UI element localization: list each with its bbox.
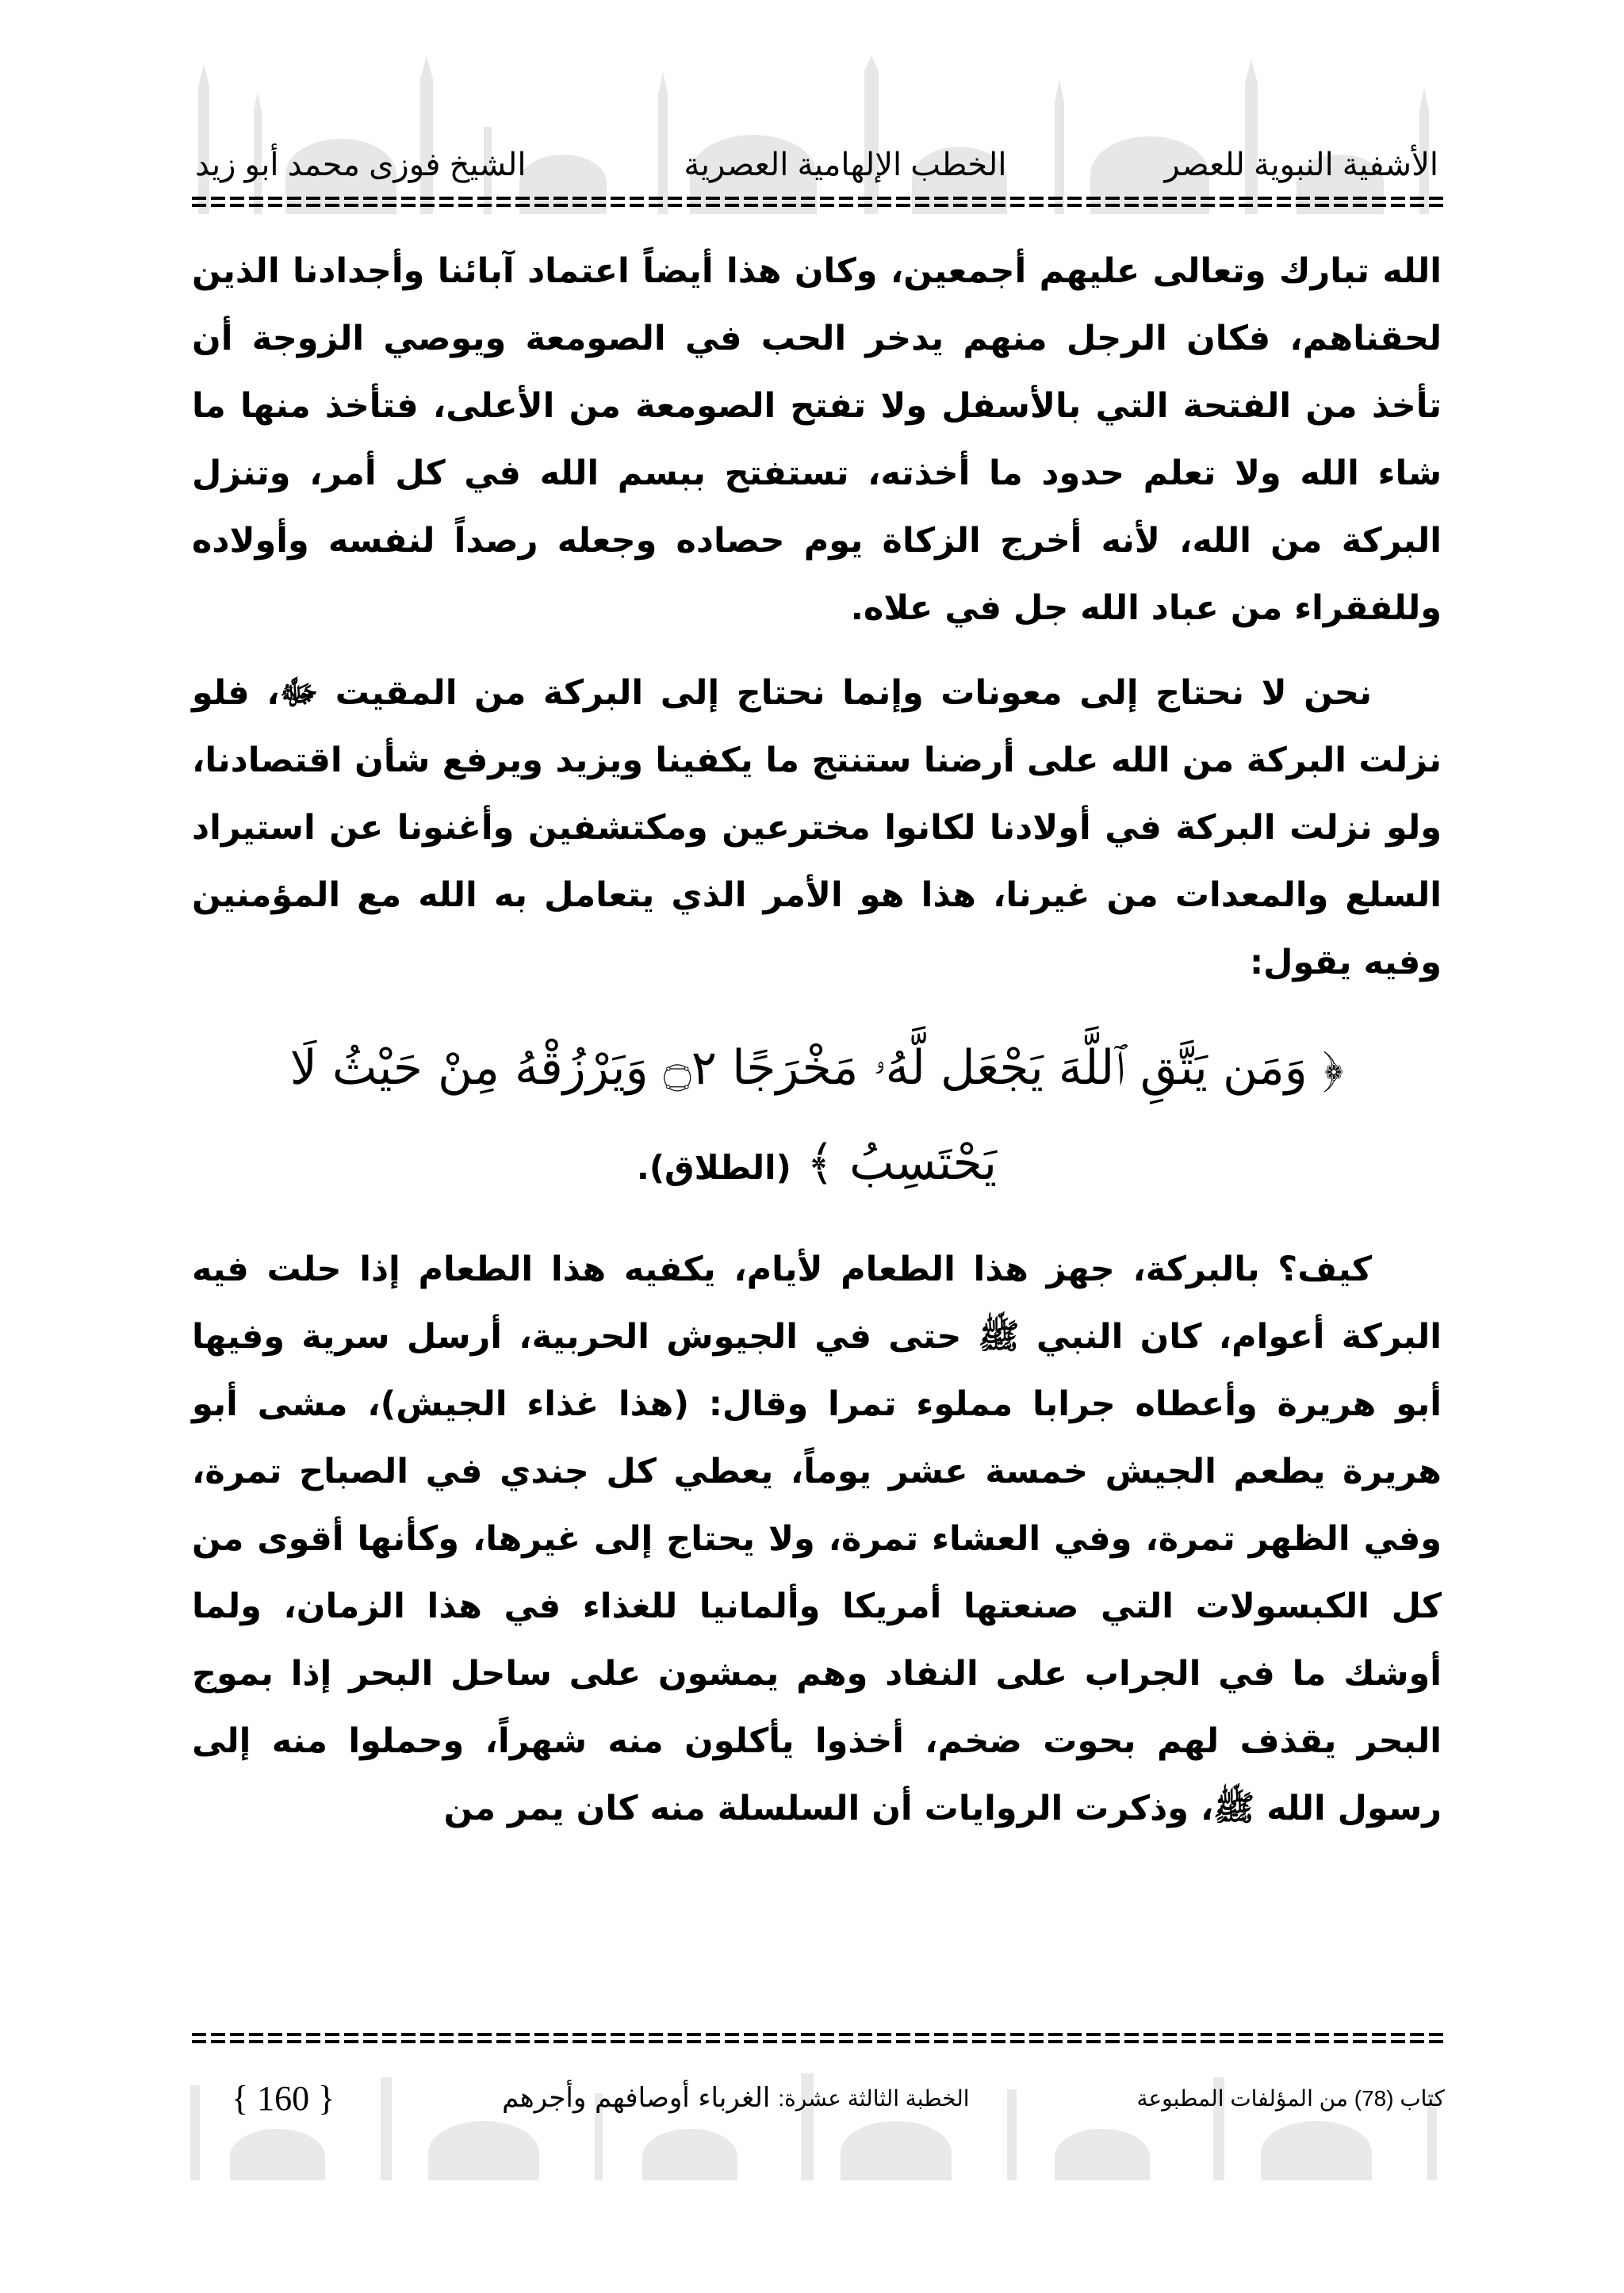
quran-verse-reference: (الطلاق). [636, 1148, 791, 1187]
footer-khutba-title: الغرباء أوصافهم وأجرهم [502, 2082, 771, 2114]
footer-khutba-label: الخطبة الثالثة عشرة: [778, 2085, 970, 2111]
header-series-title: الخطب الإلهامية العصرية [684, 147, 1007, 182]
body-paragraph-1: الله تبارك وتعالى عليهم أجمعين، وكان هذا أيضاً اعتماد آبائنا وأجدادنا الذين لحقناهم، فكان الرجل منهم يدخر الحب في الصومعة ويوصي الزوجة أن تأخذ من الفتحة التي بالأسفل ولا تفتح الصومعة من الأعلى، فتأخذ منها ما شاء الله ولا تعلم حدود ما أخذته، تستفتح ببسم الله في كل أمر، وتنزل البركة من الله، لأنه أخرج الزكاة يوم حصاده وجعله رصداً لنفسه وأولاده وللفقراء من عباد الله جل في علاه. [192, 251, 1442, 628]
body-paragraph-3: كيف؟ بالبركة، جهز هذا الطعام لأيام، يكفيه هذا الطعام إذا حلت فيه البركة أعوام، كان النبي ﷺ حتى في الجيوش الحربية، أرسل سرية وفيها أبو هريرة وأعطاه جرابا مملوء تمرا وقال: (هذا غذاء الجيش)، مشى أبو هريرة يطعم الجيش خمسة عشر يوماً، يعطي كل جندي في الصباح تمرة، وفي الظهر تمرة، وفي العشاء تمرة، ولا يحتاج إلى غيرها، وكأنها أقوى من كل الكبسولات التي صنعتها أمريكا وألمانيا للغذاء في هذا الزمان، ولما أوشك ما في الجراب على النفاد وهم يمشون على ساحل البحر إذا بموج البحر يقذف لهم بحوت ضخم، أخذوا يأكلون منه شهراً، وحملوا منه إلى رسول الله ﷺ، وذكرت الروايات أن السلسلة منه كان يمر من [192, 1250, 1442, 1828]
page-number: { 160 } [232, 2078, 335, 2118]
header-book-title: الأشفية النبوية للعصر [1164, 147, 1438, 182]
quran-verse-text: ﴿ وَمَن يَتَّقِ ٱللَّهَ يَجْعَل لَّهُۥ مَخْرَجًا ۝٢ وَيَرْزُقْهُ مِنْ حَيْثُ لَا يَحْتَسِبُ ﴾ [289, 1040, 1344, 1191]
header-skyline-decoration [182, 56, 1451, 214]
footer-khutba [502, 2082, 970, 2114]
header-author: الشيخ فوزى محمد أبو زيد [195, 147, 527, 182]
footer-book-reference: كتاب (78) من المؤلفات المطبوعة [1136, 2085, 1445, 2111]
page-footer [232, 2066, 1445, 2130]
footer-divider [190, 2031, 1443, 2046]
body-paragraph-2: نحن لا نحتاج إلى معونات وإنما نحتاج إلى البركة من المقيت ﷻ، فلو نزلت البركة من الله على أرضنا ستنتج ما يكفينا ويزيد ويرفع شأن اقتصادنا، ولو نزلت البركة في أولادنا لكانوا مخترعين ومكتشفين وأغنونا عن استيراد السلع والمعدات من غيرنا، هذا هو الأمر الذي يتعامل به الله مع المؤمنين وفيه يقول: [192, 673, 1442, 982]
mosque-skyline-icon [182, 56, 1451, 214]
quran-verse [192, 1020, 1442, 1215]
page-body [192, 238, 1442, 2022]
header-divider [190, 195, 1443, 209]
running-header [190, 141, 1443, 189]
